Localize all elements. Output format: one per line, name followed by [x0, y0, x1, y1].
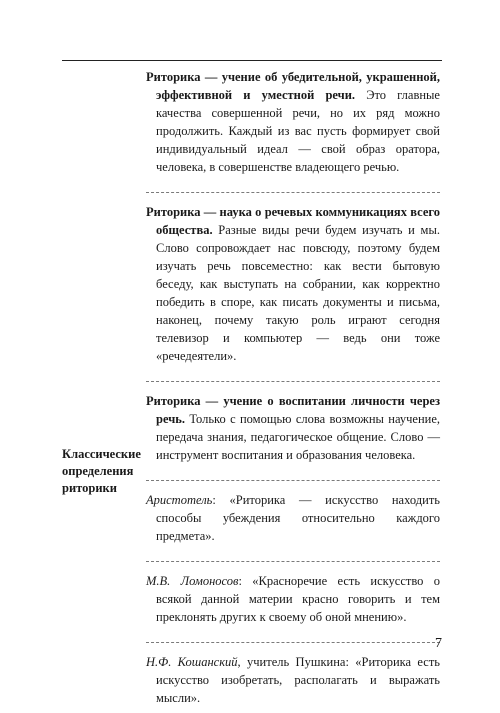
classic-1-author: Аристотель: [146, 493, 213, 507]
classic-definition-1: [146, 480, 440, 551]
classic-definition-2: [146, 561, 440, 632]
top-rule: [62, 60, 442, 61]
classic-2-text: : «Красноречие есть искусство о всякой данной материи красно говорить и тем преклонять других к своему об оной мнению».: [156, 574, 440, 624]
definition-block-2: [146, 192, 440, 371]
definition-3-heading: Риторика — учение о воспитании личности через речь.: [146, 394, 440, 426]
definition-block-1: [146, 68, 440, 182]
definition-1-text: Это главные качества совершенной речи, но их ряд можно продолжить. Каждый из вас пусть формирует свой индивидуальный идеал — свой образ оратора, человека, в совершенстве владеющего речью.: [156, 88, 440, 174]
page-number: 7: [435, 636, 442, 651]
definition-2-heading: Риторика — наука о речевых коммуникациях всего общества.: [146, 205, 440, 237]
classic-1-text: : «Риторика — искусство находить способы убеждения относительно каждого предмета».: [156, 493, 440, 543]
classic-2-author: М.В. Ломоносов: [146, 574, 239, 588]
classic-3-text: , учитель Пушкина: «Риторика есть искусство изобретать, располагать и выражать мысли».: [156, 655, 441, 705]
definition-block-3: [146, 381, 440, 470]
side-label: Классические определения риторики: [62, 447, 141, 495]
classic-definition-3: [146, 642, 440, 713]
definition-1-heading: Риторика — учение об убедительной, украшенной, эффективной и уместной речи.: [146, 70, 440, 102]
definition-3-text: Только с помощью слова возможны научение, передача знания, педагогическое общение. Слово — инструмент воспитания и образования человека.: [156, 412, 440, 462]
classic-3-author: Н.Ф. Кошанский: [146, 655, 238, 669]
definition-2-text: Разные виды речи будем изучать и мы. Слово сопровождает нас повсюду, поэтому будем изучать речь повсеместно: как вести бытовую беседу, как выступать на собрании, как корректно победить в споре, как писать документы и письма, наконец, почему такую роль играют сегодня телевизор и компьютер — ведь они тоже «речедеятели».: [156, 223, 440, 363]
main-column: [146, 68, 440, 713]
